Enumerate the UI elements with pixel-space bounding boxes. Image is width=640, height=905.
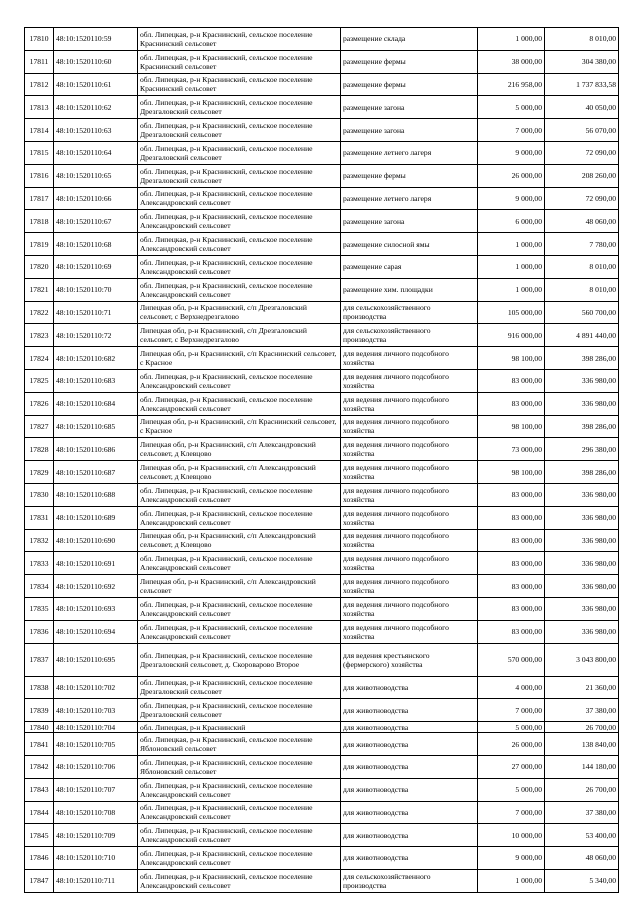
address-cell: Липецкая обл, р-н Краснинский, с/п Краснинский сельсовет, с Красное <box>138 415 341 438</box>
table-row <box>25 506 619 529</box>
address-cell: обл. Липецкая, р-н Краснинский, сельское поселение Александровский сельсовет <box>138 506 341 529</box>
table-row <box>25 699 619 722</box>
cadastral-number-cell: 48:10:1520110:68 <box>54 233 138 256</box>
row-number-cell: 17813 <box>25 96 54 119</box>
row-number-cell: 17846 <box>25 847 54 870</box>
table-row <box>25 141 619 164</box>
permitted-use-cell: для животноводства <box>341 755 478 778</box>
cadastral-value-cell: 8 010,00 <box>545 255 619 278</box>
cadastral-value-cell: 336 980,00 <box>545 529 619 552</box>
address-cell: обл. Липецкая, р-н Краснинский, сельское поселение Александровский сельсовет <box>138 255 341 278</box>
area-cell: 83 000,00 <box>478 529 545 552</box>
area-cell: 38 000,00 <box>478 50 545 73</box>
address-cell: обл. Липецкая, р-н Краснинский, сельское поселение Александровский сельсовет <box>138 869 341 892</box>
cadastral-value-cell: 26 700,00 <box>545 722 619 733</box>
cadastral-value-cell: 40 050,00 <box>545 96 619 119</box>
permitted-use-cell: для животноводства <box>341 733 478 756</box>
table-row <box>25 164 619 187</box>
cadastral-number-cell: 48:10:1520110:684 <box>54 392 138 415</box>
permitted-use-cell: для ведения личного подсобного хозяйства <box>341 506 478 529</box>
table-row <box>25 597 619 620</box>
row-number-cell: 17818 <box>25 210 54 233</box>
cadastral-number-cell: 48:10:1520110:71 <box>54 301 138 324</box>
cadastral-number-cell: 48:10:1520110:70 <box>54 278 138 301</box>
table-row <box>25 755 619 778</box>
row-number-cell: 17822 <box>25 301 54 324</box>
cadastral-number-cell: 48:10:1520110:59 <box>54 28 138 51</box>
address-cell: обл. Липецкая, р-н Краснинский, сельское поселение Александровский сельсовет <box>138 392 341 415</box>
table-row <box>25 801 619 824</box>
row-number-cell: 17819 <box>25 233 54 256</box>
address-cell: Липецкая обл, р-н Краснинский, с/п Краснинский сельсовет, с Красное <box>138 347 341 370</box>
row-number-cell: 17811 <box>25 50 54 73</box>
cadastral-number-cell: 48:10:1520110:686 <box>54 438 138 461</box>
area-cell: 5 000,00 <box>478 778 545 801</box>
permitted-use-cell: для ведения личного подсобного хозяйства <box>341 529 478 552</box>
table-row <box>25 210 619 233</box>
row-number-cell: 17842 <box>25 755 54 778</box>
cadastral-value-cell: 72 090,00 <box>545 187 619 210</box>
cadastral-value-cell: 56 070,00 <box>545 119 619 142</box>
cadastral-number-cell: 48:10:1520110:704 <box>54 722 138 733</box>
row-number-cell: 17810 <box>25 28 54 51</box>
address-cell: Липецкая обл, р-н Краснинский, с/п Дрезгаловский сельсовет, с Верхнедрезгалово <box>138 324 341 347</box>
cadastral-value-cell: 48 060,00 <box>545 210 619 233</box>
cadastral-number-cell: 48:10:1520110:688 <box>54 483 138 506</box>
table-row <box>25 824 619 847</box>
address-cell: обл. Липецкая, р-н Краснинский, сельское поселение Александровский сельсовет <box>138 278 341 301</box>
cadastral-number-cell: 48:10:1520110:691 <box>54 552 138 575</box>
cadastral-number-cell: 48:10:1520110:66 <box>54 187 138 210</box>
table-row <box>25 301 619 324</box>
permitted-use-cell: для животноводства <box>341 722 478 733</box>
permitted-use-cell: для ведения личного подсобного хозяйства <box>341 575 478 598</box>
address-cell: обл. Липецкая, р-н Краснинский, сельское поселение Александровский сельсовет <box>138 233 341 256</box>
area-cell: 9 000,00 <box>478 847 545 870</box>
cadastral-number-cell: 48:10:1520110:694 <box>54 620 138 643</box>
permitted-use-cell: размещение загона <box>341 119 478 142</box>
area-cell: 9 000,00 <box>478 141 545 164</box>
table-row <box>25 392 619 415</box>
cadastral-value-cell: 138 840,00 <box>545 733 619 756</box>
table-row <box>25 415 619 438</box>
cadastral-number-cell: 48:10:1520110:64 <box>54 141 138 164</box>
area-cell: 5 000,00 <box>478 96 545 119</box>
table-row <box>25 347 619 370</box>
address-cell: обл. Липецкая, р-н Краснинский, сельское поселение Александровский сельсовет <box>138 778 341 801</box>
cadastral-value-cell: 53 400,00 <box>545 824 619 847</box>
address-cell: обл. Липецкая, р-н Краснинский, сельское поселение Александровский сельсовет <box>138 824 341 847</box>
cadastral-number-cell: 48:10:1520110:706 <box>54 755 138 778</box>
table-row <box>25 461 619 484</box>
cadastral-value-cell: 296 380,00 <box>545 438 619 461</box>
table-body <box>25 28 619 893</box>
table-row <box>25 676 619 699</box>
row-number-cell: 17817 <box>25 187 54 210</box>
cadastral-value-cell: 336 980,00 <box>545 392 619 415</box>
row-number-cell: 17829 <box>25 461 54 484</box>
cadastral-number-cell: 48:10:1520110:63 <box>54 119 138 142</box>
address-cell: обл. Липецкая, р-н Краснинский, сельское поселение Александровский сельсовет <box>138 483 341 506</box>
area-cell: 1 000,00 <box>478 233 545 256</box>
cadastral-number-cell: 48:10:1520110:60 <box>54 50 138 73</box>
row-number-cell: 17845 <box>25 824 54 847</box>
cadastral-value-cell: 37 380,00 <box>545 699 619 722</box>
area-cell: 98 100,00 <box>478 415 545 438</box>
address-cell: обл. Липецкая, р-н Краснинский, сельское поселение Дрезгаловский сельсовет <box>138 96 341 119</box>
area-cell: 216 958,00 <box>478 73 545 96</box>
cadastral-value-cell: 8 010,00 <box>545 28 619 51</box>
row-number-cell: 17840 <box>25 722 54 733</box>
permitted-use-cell: размещение загона <box>341 210 478 233</box>
cadastral-number-cell: 48:10:1520110:687 <box>54 461 138 484</box>
cadastral-number-cell: 48:10:1520110:682 <box>54 347 138 370</box>
permitted-use-cell: для ведения личного подсобного хозяйства <box>341 347 478 370</box>
row-number-cell: 17826 <box>25 392 54 415</box>
permitted-use-cell: размещение склада <box>341 28 478 51</box>
address-cell: обл. Липецкая, р-н Краснинский, сельское поселение Дрезгаловский сельсовет, д. Скороварово Второе <box>138 643 341 676</box>
cadastral-value-cell: 4 891 440,00 <box>545 324 619 347</box>
area-cell: 4 000,00 <box>478 676 545 699</box>
table-row <box>25 620 619 643</box>
cadastral-number-cell: 48:10:1520110:703 <box>54 699 138 722</box>
address-cell: обл. Липецкая, р-н Краснинский, сельское поселение Дрезгаловский сельсовет <box>138 119 341 142</box>
cadastral-value-cell: 144 180,00 <box>545 755 619 778</box>
permitted-use-cell: размещение фермы <box>341 164 478 187</box>
permitted-use-cell: для ведения личного подсобного хозяйства <box>341 597 478 620</box>
row-number-cell: 17837 <box>25 643 54 676</box>
row-number-cell: 17836 <box>25 620 54 643</box>
row-number-cell: 17820 <box>25 255 54 278</box>
cadastral-number-cell: 48:10:1520110:689 <box>54 506 138 529</box>
cadastral-value-cell: 7 780,00 <box>545 233 619 256</box>
row-number-cell: 17816 <box>25 164 54 187</box>
permitted-use-cell: для ведения личного подсобного хозяйства <box>341 620 478 643</box>
cadastral-value-cell: 3 043 800,00 <box>545 643 619 676</box>
table-row <box>25 255 619 278</box>
table-row <box>25 233 619 256</box>
cadastral-number-cell: 48:10:1520110:62 <box>54 96 138 119</box>
table-row <box>25 187 619 210</box>
permitted-use-cell: размещение летнего лагеря <box>341 141 478 164</box>
table-row <box>25 733 619 756</box>
permitted-use-cell: для животноводства <box>341 847 478 870</box>
cadastral-number-cell: 48:10:1520110:690 <box>54 529 138 552</box>
table-row <box>25 552 619 575</box>
area-cell: 1 000,00 <box>478 278 545 301</box>
permitted-use-cell: для ведения личного подсобного хозяйства <box>341 392 478 415</box>
area-cell: 10 000,00 <box>478 824 545 847</box>
table-row <box>25 643 619 676</box>
table-row <box>25 778 619 801</box>
permitted-use-cell: размещение фермы <box>341 50 478 73</box>
address-cell: Липецкая обл, р-н Краснинский, с/п Дрезгаловский сельсовет, с Верхнедрезгалово <box>138 301 341 324</box>
cadastral-number-cell: 48:10:1520110:695 <box>54 643 138 676</box>
cadastral-number-cell: 48:10:1520110:711 <box>54 869 138 892</box>
area-cell: 83 000,00 <box>478 483 545 506</box>
address-cell: обл. Липецкая, р-н Краснинский, сельское поселение Александровский сельсовет <box>138 597 341 620</box>
permitted-use-cell: для животноводства <box>341 699 478 722</box>
cadastral-number-cell: 48:10:1520110:707 <box>54 778 138 801</box>
area-cell: 83 000,00 <box>478 369 545 392</box>
area-cell: 83 000,00 <box>478 620 545 643</box>
table-row <box>25 483 619 506</box>
address-cell: обл. Липецкая, р-н Краснинский, сельское поселение Александровский сельсовет <box>138 187 341 210</box>
permitted-use-cell: размещение летнего лагеря <box>341 187 478 210</box>
cadastral-value-cell: 336 980,00 <box>545 506 619 529</box>
address-cell: обл. Липецкая, р-н Краснинский, сельское поселение Краснинский сельсовет <box>138 73 341 96</box>
table-row <box>25 73 619 96</box>
address-cell: Липецкая обл, р-н Краснинский, с/п Александровский сельсовет <box>138 575 341 598</box>
row-number-cell: 17843 <box>25 778 54 801</box>
area-cell: 105 000,00 <box>478 301 545 324</box>
cadastral-value-cell: 208 260,00 <box>545 164 619 187</box>
area-cell: 26 000,00 <box>478 733 545 756</box>
cadastral-value-cell: 398 286,00 <box>545 415 619 438</box>
permitted-use-cell: для сельскохозяйственного производства <box>341 301 478 324</box>
area-cell: 916 000,00 <box>478 324 545 347</box>
table-row <box>25 50 619 73</box>
permitted-use-cell: для животноводства <box>341 801 478 824</box>
permitted-use-cell: для животноводства <box>341 676 478 699</box>
address-cell: обл. Липецкая, р-н Краснинский, сельское поселение Александровский сельсовет <box>138 369 341 392</box>
cadastral-number-cell: 48:10:1520110:702 <box>54 676 138 699</box>
permitted-use-cell: для ведения личного подсобного хозяйства <box>341 415 478 438</box>
cadastral-value-cell: 336 980,00 <box>545 552 619 575</box>
table-row <box>25 438 619 461</box>
row-number-cell: 17814 <box>25 119 54 142</box>
permitted-use-cell: размещение силосной ямы <box>341 233 478 256</box>
permitted-use-cell: для ведения личного подсобного хозяйства <box>341 483 478 506</box>
cadastral-value-cell: 1 737 833,58 <box>545 73 619 96</box>
table-row <box>25 119 619 142</box>
row-number-cell: 17823 <box>25 324 54 347</box>
row-number-cell: 17821 <box>25 278 54 301</box>
row-number-cell: 17835 <box>25 597 54 620</box>
permitted-use-cell: размещение сарая <box>341 255 478 278</box>
permitted-use-cell: для ведения личного подсобного хозяйства <box>341 369 478 392</box>
permitted-use-cell: для ведения личного подсобного хозяйства <box>341 552 478 575</box>
cadastral-number-cell: 48:10:1520110:69 <box>54 255 138 278</box>
row-number-cell: 17830 <box>25 483 54 506</box>
area-cell: 83 000,00 <box>478 552 545 575</box>
permitted-use-cell: размещение загона <box>341 96 478 119</box>
table-row <box>25 722 619 733</box>
row-number-cell: 17834 <box>25 575 54 598</box>
permitted-use-cell: для животноводства <box>341 824 478 847</box>
table-row <box>25 575 619 598</box>
permitted-use-cell: для животноводства <box>341 778 478 801</box>
address-cell: обл. Липецкая, р-н Краснинский <box>138 722 341 733</box>
address-cell: обл. Липецкая, р-н Краснинский, сельское поселение Дрезгаловский сельсовет <box>138 676 341 699</box>
table-row <box>25 96 619 119</box>
row-number-cell: 17827 <box>25 415 54 438</box>
area-cell: 1 000,00 <box>478 28 545 51</box>
address-cell: обл. Липецкая, р-н Краснинский, сельское поселение Яблоновский сельсовет <box>138 733 341 756</box>
cadastral-value-cell: 26 700,00 <box>545 778 619 801</box>
permitted-use-cell: для сельскохозяйственного производства <box>341 869 478 892</box>
address-cell: обл. Липецкая, р-н Краснинский, сельское поселение Краснинский сельсовет <box>138 50 341 73</box>
row-number-cell: 17832 <box>25 529 54 552</box>
cadastral-value-cell: 336 980,00 <box>545 369 619 392</box>
table-row <box>25 369 619 392</box>
address-cell: обл. Липецкая, р-н Краснинский, сельское поселение Александровский сельсовет <box>138 847 341 870</box>
area-cell: 7 000,00 <box>478 699 545 722</box>
address-cell: обл. Липецкая, р-н Краснинский, сельское поселение Александровский сельсовет <box>138 210 341 233</box>
row-number-cell: 17824 <box>25 347 54 370</box>
area-cell: 83 000,00 <box>478 597 545 620</box>
area-cell: 7 000,00 <box>478 119 545 142</box>
table-row <box>25 529 619 552</box>
area-cell: 98 100,00 <box>478 347 545 370</box>
address-cell: обл. Липецкая, р-н Краснинский, сельское поселение Дрезгаловский сельсовет <box>138 141 341 164</box>
permitted-use-cell: для сельскохозяйственного производства <box>341 324 478 347</box>
address-cell: обл. Липецкая, р-н Краснинский, сельское поселение Яблоновский сельсовет <box>138 755 341 778</box>
table-row <box>25 278 619 301</box>
row-number-cell: 17825 <box>25 369 54 392</box>
permitted-use-cell: для ведения личного подсобного хозяйства <box>341 438 478 461</box>
area-cell: 7 000,00 <box>478 801 545 824</box>
address-cell: обл. Липецкая, р-н Краснинский, сельское поселение Краснинский сельсовет <box>138 28 341 51</box>
row-number-cell: 17828 <box>25 438 54 461</box>
address-cell: обл. Липецкая, р-н Краснинский, сельское поселение Дрезгаловский сельсовет <box>138 699 341 722</box>
area-cell: 27 000,00 <box>478 755 545 778</box>
row-number-cell: 17833 <box>25 552 54 575</box>
cadastral-value-cell: 5 340,00 <box>545 869 619 892</box>
cadastral-value-cell: 8 010,00 <box>545 278 619 301</box>
row-number-cell: 17815 <box>25 141 54 164</box>
area-cell: 1 000,00 <box>478 255 545 278</box>
cadastral-number-cell: 48:10:1520110:693 <box>54 597 138 620</box>
address-cell: Липецкая обл, р-н Краснинский, с/п Александровский сельсовет, д Клевцово <box>138 438 341 461</box>
row-number-cell: 17839 <box>25 699 54 722</box>
table-row <box>25 847 619 870</box>
area-cell: 26 000,00 <box>478 164 545 187</box>
area-cell: 5 000,00 <box>478 722 545 733</box>
row-number-cell: 17831 <box>25 506 54 529</box>
cadastral-number-cell: 48:10:1520110:709 <box>54 824 138 847</box>
permitted-use-cell: размещение фермы <box>341 73 478 96</box>
area-cell: 1 000,00 <box>478 869 545 892</box>
cadastral-number-cell: 48:10:1520110:692 <box>54 575 138 598</box>
permitted-use-cell: размещение хим. площадки <box>341 278 478 301</box>
address-cell: обл. Липецкая, р-н Краснинский, сельское поселение Александровский сельсовет <box>138 801 341 824</box>
area-cell: 83 000,00 <box>478 575 545 598</box>
cadastral-number-cell: 48:10:1520110:683 <box>54 369 138 392</box>
permitted-use-cell: для ведения крестьянского (фермерского) хозяйства <box>341 643 478 676</box>
area-cell: 98 100,00 <box>478 461 545 484</box>
address-cell: обл. Липецкая, р-н Краснинский, сельское поселение Дрезгаловский сельсовет <box>138 164 341 187</box>
cadastral-value-cell: 304 380,00 <box>545 50 619 73</box>
area-cell: 9 000,00 <box>478 187 545 210</box>
cadastral-value-cell: 336 980,00 <box>545 575 619 598</box>
cadastral-number-cell: 48:10:1520110:67 <box>54 210 138 233</box>
cadastral-value-cell: 37 380,00 <box>545 801 619 824</box>
cadastral-value-cell: 72 090,00 <box>545 141 619 164</box>
row-number-cell: 17841 <box>25 733 54 756</box>
area-cell: 570 000,00 <box>478 643 545 676</box>
cadastral-number-cell: 48:10:1520110:61 <box>54 73 138 96</box>
permitted-use-cell: для ведения личного подсобного хозяйства <box>341 461 478 484</box>
table-row <box>25 869 619 892</box>
cadastral-value-cell: 336 980,00 <box>545 483 619 506</box>
cadastral-value-cell: 336 980,00 <box>545 597 619 620</box>
row-number-cell: 17847 <box>25 869 54 892</box>
cadastral-value-cell: 21 360,00 <box>545 676 619 699</box>
cadastral-value-cell: 336 980,00 <box>545 620 619 643</box>
row-number-cell: 17812 <box>25 73 54 96</box>
cadastral-number-cell: 48:10:1520110:65 <box>54 164 138 187</box>
address-cell: обл. Липецкая, р-н Краснинский, сельское поселение Александровский сельсовет <box>138 620 341 643</box>
area-cell: 83 000,00 <box>478 506 545 529</box>
cadastral-number-cell: 48:10:1520110:685 <box>54 415 138 438</box>
cadastral-number-cell: 48:10:1520110:72 <box>54 324 138 347</box>
row-number-cell: 17838 <box>25 676 54 699</box>
cadastral-value-cell: 398 286,00 <box>545 461 619 484</box>
cadastral-number-cell: 48:10:1520110:710 <box>54 847 138 870</box>
table-row <box>25 324 619 347</box>
row-number-cell: 17844 <box>25 801 54 824</box>
address-cell: обл. Липецкая, р-н Краснинский, сельское поселение Александровский сельсовет <box>138 552 341 575</box>
cadastral-value-cell: 48 060,00 <box>545 847 619 870</box>
area-cell: 6 000,00 <box>478 210 545 233</box>
area-cell: 73 000,00 <box>478 438 545 461</box>
cadastral-number-cell: 48:10:1520110:708 <box>54 801 138 824</box>
cadastral-value-cell: 398 286,00 <box>545 347 619 370</box>
cadastral-number-cell: 48:10:1520110:705 <box>54 733 138 756</box>
address-cell: Липецкая обл, р-н Краснинский, с/п Александровский сельсовет, д Клевцово <box>138 529 341 552</box>
area-cell: 83 000,00 <box>478 392 545 415</box>
table-row <box>25 28 619 51</box>
address-cell: Липецкая обл, р-н Краснинский, с/п Александровский сельсовет, д Клевцово <box>138 461 341 484</box>
land-parcel-table <box>24 27 619 893</box>
cadastral-value-cell: 560 700,00 <box>545 301 619 324</box>
